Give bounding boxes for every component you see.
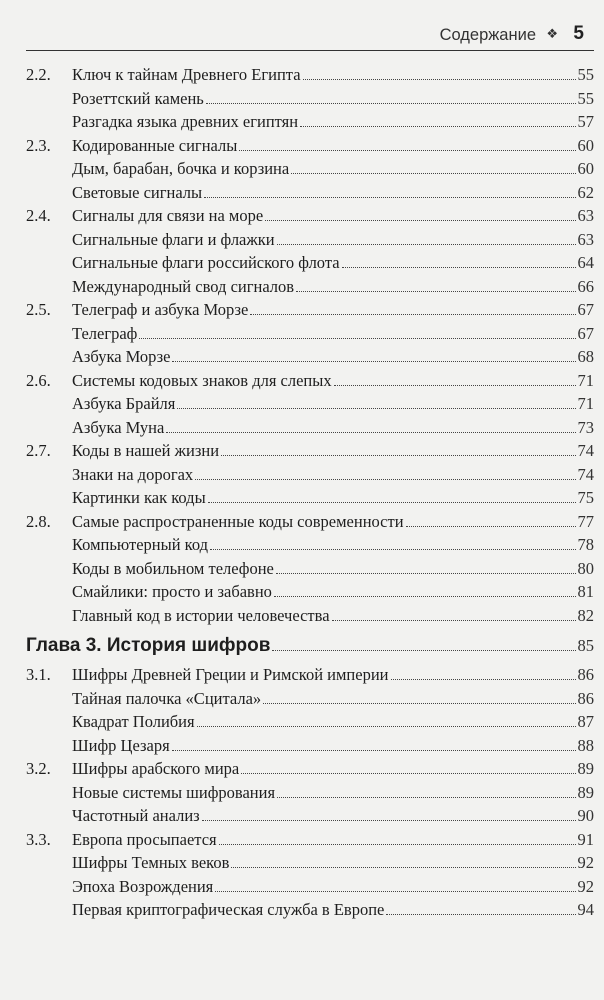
- entry-title: Азбука Морзе: [72, 347, 171, 366]
- entry-title: Розеттский камень: [72, 88, 204, 108]
- toc-entry[interactable]: [26, 851, 594, 875]
- entry-number: 2.6.: [26, 370, 51, 390]
- entry-page: 60: [577, 135, 594, 155]
- entry-title: Эпоха Возрождения: [72, 876, 214, 896]
- toc-entry[interactable]: [26, 228, 594, 252]
- dot-leader: [386, 913, 575, 915]
- entry-page: 67: [577, 323, 594, 343]
- dot-leader: [296, 290, 575, 292]
- entry-page: 80: [577, 558, 594, 578]
- toc-entry[interactable]: [26, 157, 594, 181]
- toc-entry[interactable]: [26, 275, 594, 299]
- entry-page: 86: [577, 688, 594, 708]
- dot-leader: [274, 595, 576, 597]
- dot-leader: [210, 548, 575, 550]
- dot-leader: [276, 572, 576, 574]
- entry-page: 88: [577, 735, 594, 755]
- entry-title: Шифры Древней Греции и Римской империи: [72, 665, 389, 684]
- dot-leader: [231, 866, 575, 868]
- entry-page: 62: [577, 182, 594, 202]
- dot-leader: [406, 525, 576, 527]
- toc-entry[interactable]: [26, 781, 594, 805]
- entry-title: Шифры Темных веков: [72, 853, 230, 872]
- entry-page: 74: [577, 464, 594, 484]
- dot-leader: [250, 313, 575, 315]
- entry-title: Смайлики: просто и забавно: [72, 582, 272, 601]
- entry-page: 75: [577, 488, 594, 507]
- entry-page: 55: [577, 88, 594, 108]
- entry-number: 2.8.: [26, 511, 51, 531]
- dot-leader: [334, 384, 576, 386]
- entry-page: 71: [577, 370, 594, 390]
- entry-page: 94: [577, 900, 594, 919]
- toc-entry[interactable]: [26, 134, 594, 158]
- entry-title: Коды в нашей жизни: [72, 441, 220, 460]
- entry-page: 63: [577, 229, 594, 249]
- dot-leader: [241, 772, 575, 774]
- entry-title: Частотный анализ: [72, 806, 200, 825]
- toc-entry[interactable]: [26, 392, 594, 416]
- toc-entry[interactable]: [26, 110, 594, 134]
- toc-entry[interactable]: [26, 757, 594, 781]
- toc-entry[interactable]: [26, 734, 594, 758]
- toc-entry[interactable]: [26, 322, 594, 346]
- dot-leader: [221, 454, 575, 456]
- toc-entry[interactable]: [26, 898, 594, 922]
- entry-page: 82: [577, 605, 594, 625]
- entry-page: 60: [577, 159, 594, 178]
- entry-title: Картинки как коды: [72, 488, 206, 507]
- entry-number: 2.3.: [26, 135, 51, 155]
- entry-title: Телеграф и азбука Морзе: [72, 300, 249, 319]
- entry-number: 2.5.: [26, 300, 51, 319]
- toc-entry[interactable]: [26, 687, 594, 711]
- dot-leader: [219, 843, 576, 845]
- toc-entry[interactable]: [26, 486, 594, 510]
- entry-title: Разгадка языка древних египтян: [72, 112, 299, 131]
- toc-entry[interactable]: [26, 663, 594, 687]
- entry-title: Азбука Муна: [72, 417, 165, 437]
- toc-entry[interactable]: [26, 345, 594, 369]
- toc-entry[interactable]: [26, 580, 594, 604]
- entry-title: Главный код в истории человечества: [72, 605, 330, 625]
- entry-number: 3.3.: [26, 829, 51, 849]
- dot-leader: [166, 431, 575, 433]
- entry-title: Знаки на дорогах: [72, 464, 194, 484]
- dot-leader: [272, 649, 575, 651]
- dot-leader: [291, 172, 575, 174]
- toc-entry[interactable]: [26, 533, 594, 557]
- entry-title: Сигнальные флаги и флажки: [72, 229, 275, 249]
- toc-entry[interactable]: [26, 251, 594, 275]
- entry-page: 73: [577, 417, 594, 437]
- entry-title: Шифр Цезаря: [72, 735, 170, 755]
- entry-page: 90: [577, 806, 594, 825]
- entry-title: Световые сигналы: [72, 182, 203, 202]
- toc-entry[interactable]: [26, 557, 594, 581]
- entry-page: 63: [577, 206, 594, 225]
- dot-leader: [332, 619, 576, 621]
- page-number: 5: [573, 23, 584, 44]
- dot-leader: [342, 266, 576, 268]
- toc-entry[interactable]: [26, 181, 594, 205]
- entry-page: 92: [577, 853, 594, 872]
- toc-entry[interactable]: [26, 510, 594, 534]
- dot-leader: [277, 796, 575, 798]
- toc-section-chapter-3: [0, 663, 604, 922]
- toc-entry[interactable]: [26, 416, 594, 440]
- entry-page: 91: [577, 829, 594, 849]
- entry-title: Компьютерный код: [72, 535, 209, 554]
- toc-entry[interactable]: [26, 63, 594, 87]
- running-header: [26, 0, 594, 51]
- entry-title: Азбука Брайля: [72, 394, 176, 413]
- entry-title: Сигнальные флаги российского флота: [72, 253, 340, 272]
- dot-leader: [202, 819, 576, 821]
- toc-entry[interactable]: [26, 204, 594, 228]
- dot-leader: [303, 78, 576, 80]
- dot-leader: [204, 196, 575, 198]
- entry-page: 89: [577, 782, 594, 802]
- toc-entry[interactable]: [26, 710, 594, 734]
- entry-page: 57: [577, 112, 594, 131]
- dot-leader: [172, 360, 575, 362]
- entry-number: 2.2.: [26, 65, 51, 84]
- entry-page: 92: [577, 876, 594, 896]
- entry-number: 2.4.: [26, 206, 51, 225]
- entry-page: 77: [577, 511, 594, 531]
- table-of-contents: [0, 63, 604, 922]
- entry-title: Европа просыпается: [72, 829, 217, 849]
- toc-entry[interactable]: [26, 804, 594, 828]
- dot-leader: [172, 749, 576, 751]
- entry-title: Ключ к тайнам Древнего Египта: [72, 65, 301, 84]
- entry-title: Самые распространенные коды современности: [72, 511, 404, 531]
- dot-leader: [265, 219, 575, 221]
- entry-title: Системы кодовых знаков для слепых: [72, 370, 332, 390]
- entry-page: 86: [577, 665, 594, 684]
- entry-page: 64: [577, 253, 594, 272]
- dot-leader: [239, 149, 575, 151]
- dot-leader: [215, 890, 575, 892]
- entry-page: 71: [577, 394, 594, 413]
- chapter-page: 85: [577, 636, 594, 655]
- dot-leader: [208, 501, 576, 503]
- toc-entry[interactable]: [26, 298, 594, 322]
- entry-title: Кодированные сигналы: [72, 135, 238, 155]
- entry-number: 3.2.: [26, 759, 51, 778]
- entry-title: Коды в мобильном телефоне: [72, 558, 274, 578]
- ornament-icon: ❖: [546, 27, 558, 42]
- entry-title: Дым, барабан, бочка и корзина: [72, 159, 290, 178]
- entry-number: 2.7.: [26, 441, 51, 460]
- section-title: Содержание: [439, 26, 536, 44]
- toc-entry[interactable]: [26, 439, 594, 463]
- entry-page: 81: [577, 582, 594, 601]
- entry-page: 74: [577, 441, 594, 460]
- toc-entry[interactable]: [26, 463, 594, 487]
- entry-page: 68: [577, 347, 594, 366]
- dot-leader: [177, 407, 575, 409]
- entry-page: 87: [577, 712, 594, 731]
- toc-entry[interactable]: [26, 875, 594, 899]
- entry-title: Международный свод сигналов: [72, 276, 295, 296]
- entry-title: Новые системы шифрования: [72, 782, 276, 802]
- chapter-title: Глава 3. История шифров: [26, 635, 271, 656]
- entry-page: 78: [577, 535, 594, 554]
- entry-title: Шифры арабского мира: [72, 759, 240, 778]
- dot-leader: [195, 478, 575, 480]
- toc-entry[interactable]: [26, 604, 594, 628]
- entry-title: Квадрат Полибия: [72, 712, 195, 731]
- entry-page: 89: [577, 759, 594, 778]
- dot-leader: [197, 725, 576, 727]
- toc-entry[interactable]: [26, 828, 594, 852]
- entry-title: Сигналы для связи на море: [72, 206, 264, 225]
- dot-leader: [277, 243, 576, 245]
- toc-entry[interactable]: [26, 87, 594, 111]
- entry-page: 66: [577, 276, 594, 296]
- dot-leader: [139, 337, 575, 339]
- dot-leader: [206, 102, 576, 104]
- dot-leader: [300, 125, 575, 127]
- entry-number: 3.1.: [26, 665, 51, 684]
- entry-title: Тайная палочка «Сцитала»: [72, 688, 262, 708]
- toc-chapter-heading[interactable]: [26, 631, 594, 661]
- toc-entry[interactable]: [26, 369, 594, 393]
- toc-section-chapter-2: [0, 63, 604, 627]
- entry-page: 55: [577, 65, 594, 84]
- dot-leader: [263, 702, 575, 704]
- entry-title: Телеграф: [72, 323, 138, 343]
- entry-title: Первая криптографическая служба в Европе: [72, 900, 385, 919]
- dot-leader: [391, 678, 576, 680]
- entry-page: 67: [577, 300, 594, 319]
